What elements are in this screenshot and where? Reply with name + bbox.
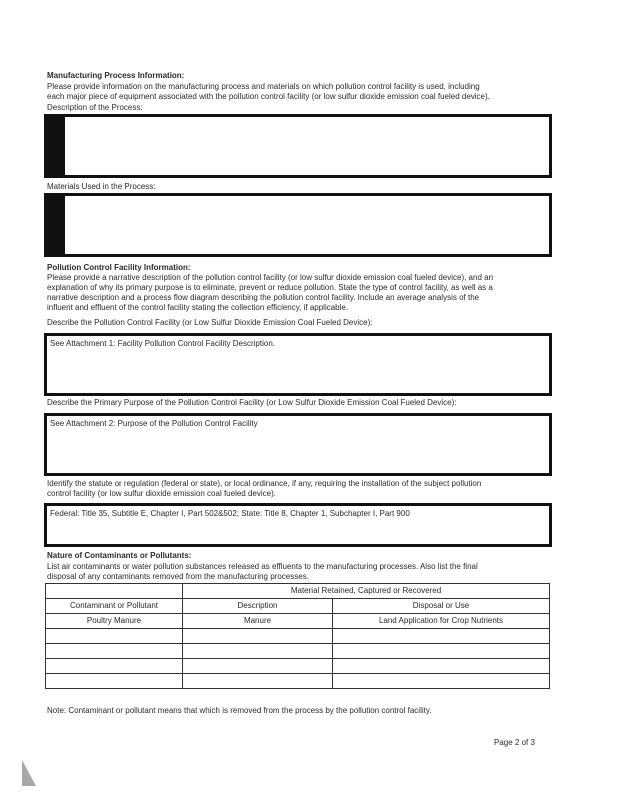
statute-label-1: Identify the statute or regulation (federal or state), or local ordinance, if any, requiring the installation of the subject pollution: [47, 479, 482, 488]
cell-disposal[interactable]: [333, 674, 550, 689]
redaction-bar: [47, 196, 65, 254]
table-group-header-row: [46, 584, 550, 599]
cell-contaminant[interactable]: [46, 644, 183, 659]
contaminants-table: [45, 583, 550, 689]
manufacturing-instructions-1: Please provide information on the manufacturing process and materials on which pollution control facility is used, including: [47, 82, 480, 91]
cell-disposal[interactable]: [333, 659, 550, 674]
materials-field[interactable]: [44, 193, 552, 257]
statute-field[interactable]: [44, 503, 552, 547]
pollution-control-instructions-4: influent and effluent of the control facility stating the collection efficiency, if applicable.: [47, 303, 349, 312]
contaminants-heading: Nature of Contaminants or Pollutants:: [47, 551, 192, 560]
table-header-blank: [46, 584, 183, 599]
table-row: [46, 629, 550, 644]
cell-contaminant[interactable]: Poultry Manure: [46, 614, 183, 629]
cell-contaminant[interactable]: [46, 629, 183, 644]
cell-contaminant[interactable]: [46, 674, 183, 689]
pollution-control-instructions-1: Please provide a narrative description of the pollution control facility (or low sulfur dioxide emission coal fueled device), and an: [47, 273, 494, 282]
page-corner-mark: [22, 760, 36, 786]
materials-label: Materials Used in the Process:: [47, 182, 156, 191]
cell-contaminant[interactable]: [46, 659, 183, 674]
describe-facility-value: See Attachment 1: Facility Pollution Control Facility Description.: [50, 339, 275, 348]
describe-facility-field[interactable]: [44, 333, 552, 396]
cell-disposal[interactable]: Land Application for Crop Nutrients: [333, 614, 550, 629]
pollution-control-heading: Pollution Control Facility Information:: [47, 263, 191, 272]
primary-purpose-field[interactable]: [44, 413, 552, 476]
table-row: [46, 614, 550, 629]
col-disposal-header: Disposal or Use: [333, 599, 550, 614]
col-description-header: Description: [183, 599, 333, 614]
statute-label-2: control facility (or low sulfur dioxide emission coal fueled device).: [47, 489, 276, 498]
cell-description[interactable]: [183, 674, 333, 689]
page-number: Page 2 of 3: [494, 738, 535, 747]
table-row: [46, 644, 550, 659]
contaminants-instructions-1: List air contaminants or water pollution substances released as effluents to the manufacturing processes. Also list the final: [47, 562, 478, 571]
process-description-field[interactable]: [44, 114, 552, 178]
cell-disposal[interactable]: [333, 644, 550, 659]
contaminant-note: Note: Contaminant or pollutant means that which is removed from the process by the pollution control facility.: [47, 706, 432, 715]
manufacturing-heading: Manufacturing Process Information:: [47, 71, 185, 80]
table-row: [46, 674, 550, 689]
pollution-control-instructions-3: narrative description and a process flow diagram describing the pollution control facility. Include an average analysis of the: [47, 293, 480, 302]
primary-purpose-label: Describe the Primary Purpose of the Pollution Control Facility (or Low Sulfur Dioxide Emission Coal Fueled Device):: [47, 398, 457, 407]
cell-disposal[interactable]: [333, 629, 550, 644]
table-row: [46, 659, 550, 674]
table-header-row: [46, 599, 550, 614]
describe-facility-label: Describe the Pollution Control Facility (or Low Sulfur Dioxide Emission Coal Fueled Device):: [47, 318, 373, 327]
redaction-bar: [47, 117, 65, 175]
contaminants-instructions-2: disposal of any contaminants removed from the manufacturing processes.: [47, 572, 309, 581]
primary-purpose-value: See Attachment 2: Purpose of the Pollution Control Facility: [50, 419, 258, 428]
pollution-control-instructions-2: explanation of why its primary purpose is to eliminate, prevent or reduce pollution. State the type of control facility, as well as a: [47, 283, 493, 292]
col-contaminant-header: Contaminant or Pollutant: [46, 599, 183, 614]
cell-description[interactable]: [183, 659, 333, 674]
process-description-label: Description of the Process:: [47, 103, 143, 112]
manufacturing-instructions-2: each major piece of equipment associated with the pollution control facility (or low sulfur dioxide emission coal fueled device).: [47, 92, 490, 101]
cell-description[interactable]: Manure: [183, 614, 333, 629]
table-group-header: Material Retained, Captured or Recovered: [183, 584, 550, 599]
statute-value: Federal: Title 35, Subtitle E, Chapter I, Part 502&502; State: Title 8, Chapter 1, Subchapter I, Part 900: [50, 509, 410, 518]
cell-description[interactable]: [183, 644, 333, 659]
cell-description[interactable]: [183, 629, 333, 644]
